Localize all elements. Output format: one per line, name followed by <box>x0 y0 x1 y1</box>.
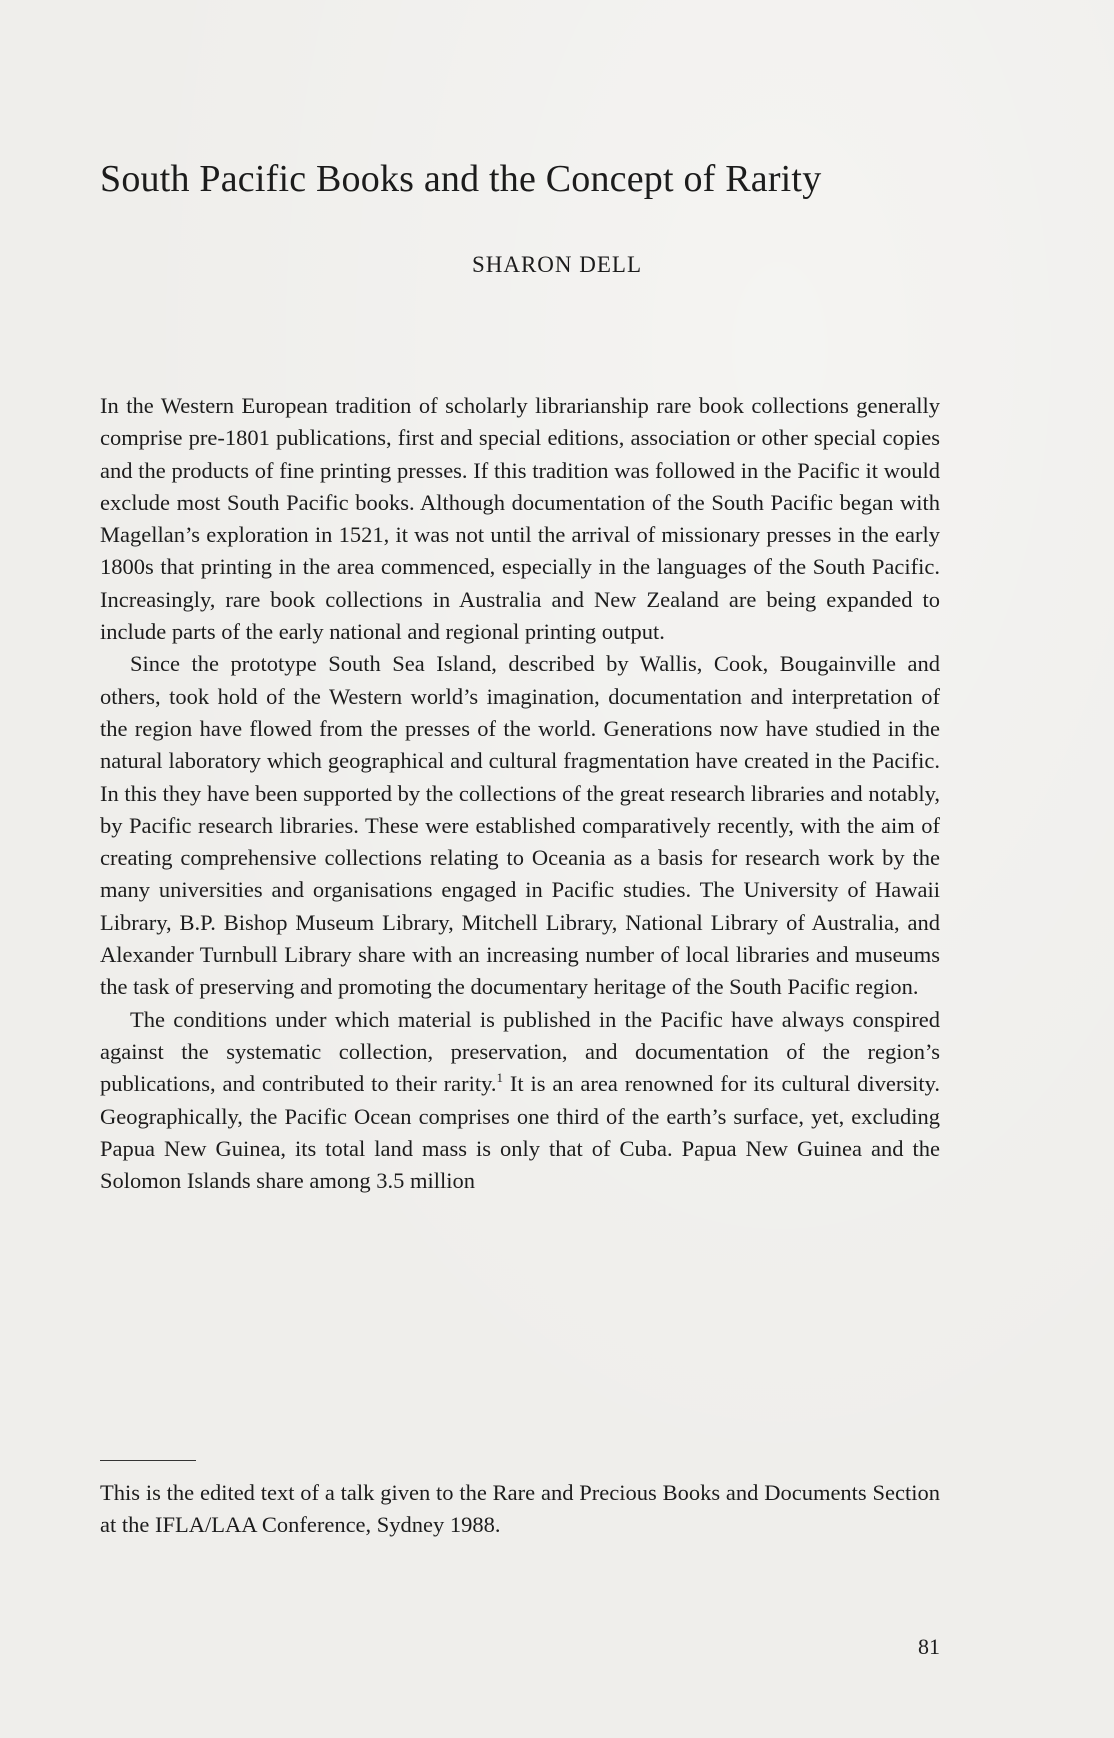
article-author: SHARON DELL <box>471 252 643 277</box>
paragraph-3-text-start: The conditions under which material is published in the Pacific have always conspired against the systematic collection, preservation, and documentation of the region’s publications, and contributed to their rarity. <box>100 1006 940 1097</box>
page-number: 81 <box>918 1634 940 1659</box>
article-body <box>100 390 940 1197</box>
paragraph-2: Since the prototype South Sea Island, described by Wallis, Cook, Bougainville and others, took hold of the Western world’s imagination, documentation and interpretation of the region have flowed from the presses of the world. Generations now have studied in the natural laboratory which geographical and cultural fragmentation have created in the Pacific. In this they have been supported by the collections of the great research libraries and notably, by Pacific research libraries. These were established comparatively recently, with the aim of creating comprehensive collections relating to Oceania as a basis for research work by the many universities and organisations engaged in Pacific studies. The University of Hawaii Library, B.P. Bishop Museum Library, Mitchell Library, National Library of Australia, and Alexander Turnbull Library share with an increasing number of local libraries and museums the task of preserving and promoting the documentary heritage of the South Pacific region. <box>100 651 940 1000</box>
footnote-reference: 1 <box>496 1070 503 1086</box>
paragraph-3 <box>100 1004 940 1198</box>
footnote: This is the edited text of a talk given to the Rare and Precious Books and Documents Section at the IFLA/LAA Conference, Sydney 1988. <box>100 1480 940 1537</box>
paragraph-1: In the Western European tradition of scholarly librarianship rare book collections generally comprise pre-1801 publications, first and special editions, association or other special copies and the products of fine printing presses. If this tradition was followed in the Pacific it would exclude most South Pacific books. Although documentation of the South Pacific began with Magellan’s exploration in 1521, it was not until the arrival of missionary presses in the early 1800s that printing in the area commenced, especially in the languages of the South Pacific. Increasingly, rare book collections in Australia and New Zealand are being expanded to include parts of the early national and regional printing output. <box>100 393 940 645</box>
footnote-divider <box>100 1460 196 1461</box>
article-title: South Pacific Books and the Concept of Rarity <box>100 158 822 200</box>
paragraph-3-text-end: It is an area renowned for its cultural diversity. Geographically, the Pacific Ocean comprises one third of the earth’s surface, yet, excluding Papua New Guinea, its total land mass is only that of Cuba. Papua New Guinea and the Solomon Islands share among 3.5 million <box>100 1071 940 1194</box>
